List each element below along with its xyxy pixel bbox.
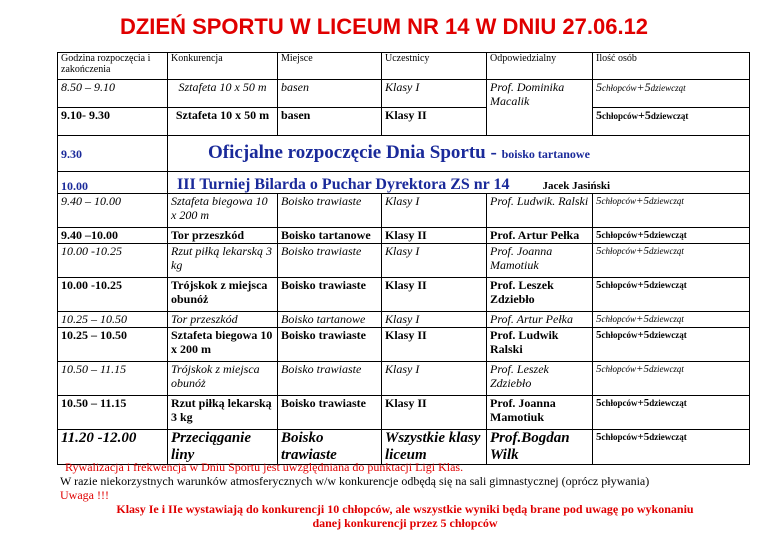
- place-cell: basen: [278, 80, 382, 108]
- count-cell: 5chłopców+5dziewcząt: [593, 430, 750, 465]
- time-cell: 10.00 -10.25: [58, 278, 168, 312]
- responsible-cell: Prof. Ludwik. Ralski: [487, 194, 593, 228]
- footer-note-classes-1: Klasy Ie i IIe wystawiają do konkurencji 10 chłopców, ale wszystkie wyniki będą brane pod uwagę po wykonaniu: [116, 502, 694, 516]
- participants-cell: Klasy II: [382, 108, 487, 136]
- billiards-time: 10.00: [58, 172, 168, 194]
- place-cell: Boisko trawiaste: [278, 328, 382, 362]
- footer-note-classes-2: danej konkurencji przez 5 chłopców: [312, 516, 498, 530]
- table-row: [58, 396, 750, 430]
- participants-cell: Klasy I: [382, 362, 487, 396]
- table-row: [58, 328, 750, 362]
- table-row: [58, 108, 750, 136]
- place-cell: Boisko tartanowe: [278, 228, 382, 244]
- participants-cell: Klasy II: [382, 328, 487, 362]
- count-cell: 5chłopców+5dziewcząt: [593, 396, 750, 430]
- responsible-cell: Prof. Artur Pełka: [487, 228, 593, 244]
- header-row: [58, 53, 750, 80]
- page-title: DZIEŃ SPORTU W LICEUM NR 14 W DNIU 27.06.12: [119, 14, 649, 39]
- participants-cell: Klasy I: [382, 244, 487, 278]
- participants-cell: Klasy I: [382, 312, 487, 328]
- participants-cell: Wszystkie klasy liceum: [382, 430, 487, 465]
- participants-cell: Klasy I: [382, 194, 487, 228]
- event-cell: Rzut piłką lekarską 3 kg: [168, 396, 278, 430]
- schedule-table: [57, 52, 750, 465]
- table-row: [58, 278, 750, 312]
- responsible-cell: Prof. Artur Pełka: [487, 312, 593, 328]
- responsible-cell: Prof. Leszek Zdziebło: [487, 278, 593, 312]
- event-cell: Sztafeta 10 x 50 m: [168, 80, 278, 108]
- table-row: [58, 312, 750, 328]
- time-cell: 10.50 – 11.15: [58, 396, 168, 430]
- table-row: [58, 80, 750, 108]
- time-cell: 9.40 – 10.00: [58, 194, 168, 228]
- place-cell: basen: [278, 108, 382, 136]
- place-cell: Boisko trawiaste: [278, 430, 382, 465]
- time-cell: 9.10- 9.30: [58, 108, 168, 136]
- header-event: Konkurencja: [168, 53, 278, 80]
- place-cell: Boisko trawiaste: [278, 194, 382, 228]
- time-cell: 10.25 – 10.50: [58, 312, 168, 328]
- events-body: [58, 194, 750, 465]
- place-cell: Boisko trawiaste: [278, 278, 382, 312]
- event-cell: Przeciąganie liny: [168, 430, 278, 465]
- time-cell: 11.20 -12.00: [58, 430, 168, 465]
- participants-cell: Klasy II: [382, 396, 487, 430]
- time-cell: 9.40 –10.00: [58, 228, 168, 244]
- event-cell: Sztafeta biegowa 10 x 200 m: [168, 328, 278, 362]
- time-cell: 10.25 – 10.50: [58, 328, 168, 362]
- header-participants: Uczestnicy: [382, 53, 487, 80]
- event-cell: Tor przeszkód: [168, 228, 278, 244]
- responsible-cell: Prof. Dominika Macalik: [487, 80, 593, 136]
- footer-note-weather: W razie niekorzystnych warunków atmosferycznych w/w konkurencje odbędą się na sali gimnastycznej (oprócz pływania): [60, 474, 650, 488]
- count-cell: 5chłopców+5dziewcząt: [593, 194, 750, 228]
- footer-note-league: Rywalizacja i frekwencja w Dniu Sportu jest uwzględniana do punktacji Ligi Klas.: [65, 460, 464, 474]
- place-cell: Boisko trawiaste: [278, 362, 382, 396]
- place-cell: Boisko trawiaste: [278, 396, 382, 430]
- responsible-cell: Prof.Bogdan Wilk: [487, 430, 593, 465]
- count-cell: 5chłopców+5dziewcząt: [593, 278, 750, 312]
- place-cell: Boisko tartanowe: [278, 312, 382, 328]
- header-responsible: Odpowiedzialny: [487, 53, 593, 80]
- table-row: [58, 228, 750, 244]
- opening-cell: Oficjalne rozpoczęcie Dnia Sportu - boisko tartanowe: [168, 136, 750, 172]
- count-cell: 5chłopców+5dziewcząt: [593, 108, 750, 136]
- count-cell: 5chłopców+5dziewcząt: [593, 328, 750, 362]
- place-cell: Boisko trawiaste: [278, 244, 382, 278]
- opening-time: 9.30: [58, 136, 168, 172]
- count-cell: 5chłopców+5dziewcząt: [593, 244, 750, 278]
- header-place: Miejsce: [278, 53, 382, 80]
- count-cell: 5chłopców+5dziewcząt: [593, 312, 750, 328]
- count-cell: 5chłopców+5dziewcząt: [593, 228, 750, 244]
- footer-warning: Uwaga !!!: [60, 488, 109, 502]
- time-cell: 10.50 – 11.15: [58, 362, 168, 396]
- responsible-cell: Prof. Joanna Mamotiuk: [487, 244, 593, 278]
- participants-cell: Klasy I: [382, 80, 487, 108]
- billiards-cell: III Turniej Bilarda o Puchar Dyrektora ZS nr 14 Jacek Jasiński: [168, 172, 750, 194]
- table-row: [58, 244, 750, 278]
- event-cell: Trójskok z miejsca obunóż: [168, 362, 278, 396]
- header-count: Ilość osób: [593, 53, 750, 80]
- responsible-cell: Prof. Joanna Mamotiuk: [487, 396, 593, 430]
- opening-row: [58, 136, 750, 172]
- participants-cell: Klasy II: [382, 278, 487, 312]
- table-row: [58, 194, 750, 228]
- header-time: Godzina rozpoczęcia i zakończenia: [58, 53, 168, 80]
- count-cell: 5chłopców+5dziewcząt: [593, 80, 750, 108]
- count-cell: 5chłopców+5dziewcząt: [593, 362, 750, 396]
- event-cell: Tor przeszkód: [168, 312, 278, 328]
- time-cell: 8.50 – 9.10: [58, 80, 168, 108]
- responsible-cell: Prof. Leszek Zdziebło: [487, 362, 593, 396]
- event-cell: Sztafeta biegowa 10 x 200 m: [168, 194, 278, 228]
- event-cell: Sztafeta 10 x 50 m: [168, 108, 278, 136]
- event-cell: Trójskok z miejsca obunóż: [168, 278, 278, 312]
- billiards-row: [58, 172, 750, 194]
- time-cell: 10.00 -10.25: [58, 244, 168, 278]
- responsible-cell: Prof. Ludwik Ralski: [487, 328, 593, 362]
- table-row: [58, 362, 750, 396]
- participants-cell: Klasy II: [382, 228, 487, 244]
- event-cell: Rzut piłką lekarską 3 kg: [168, 244, 278, 278]
